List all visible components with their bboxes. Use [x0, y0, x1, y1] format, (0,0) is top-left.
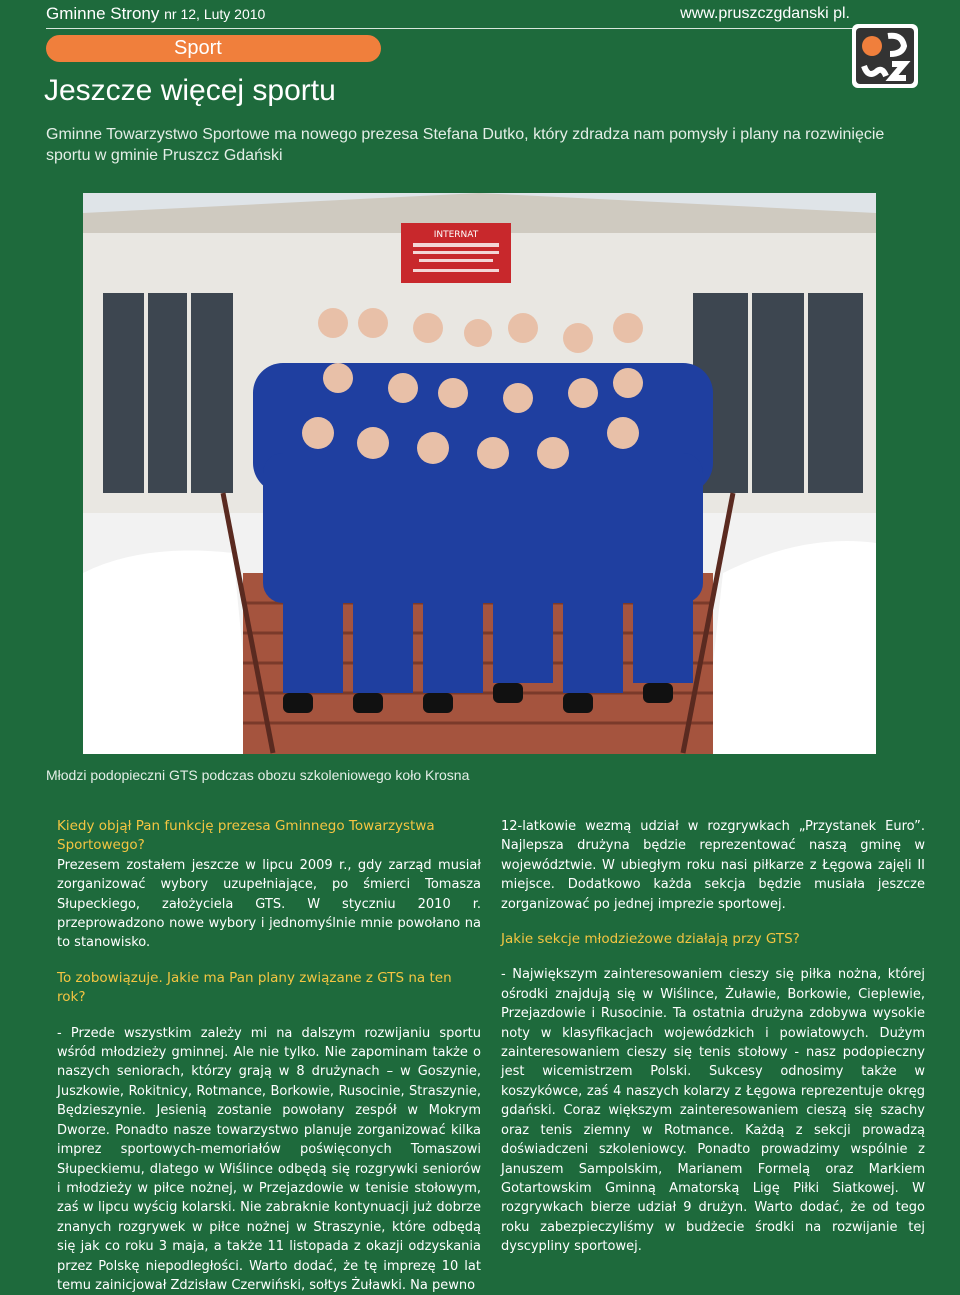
team-photo [83, 193, 876, 754]
article-title: Jeszcze więcej sportu [44, 74, 336, 107]
gmina-logo-icon [852, 24, 918, 88]
answer-2: - Przede wszystkim zależy mi na dalszym rozwijaniu sportu wśród młodzieży gminnej. Ale nie tylko. Nie zapominam także o naszych seniorach, którzy grają w 8 drużynach – w Goszynie, Juszkowie, Rokitnicy, Rotmance, Borkowie, Rusocinie, Straszynie, Będzieszynie. Jesienią zostanie powołany zespół w Mokrym Dworze. Ponadto nasze towarzystwo planuje zorganizować kilka imprez sportowych-memoriałów poświęconych Tomaszowi Słupeckiemu, dlatego w Wiślince odbędą się rozgrywki seniorów i młodzieży w piłce nożnej, w Przejazdowie w tenisie stołowym, zaś w lipcu wyścig kolarski. Nie zabraknie kontynuacji już dobrze znanych rozgrywek w piłce nożnej w Straszynie, które odbędą się jak co roku 3 maja, a także 11 listopada z okazji odzyskania przez Polskę niepodległości. Warto dodać, że tę imprezę 10 lat temu zainicjował Zdzisław Czerwiński, sołtys Żuławki. Na pewno [57, 1025, 481, 1293]
article-column-right [501, 817, 925, 1257]
issue-number: nr 12, Luty 2010 [164, 6, 266, 22]
article-column-left [57, 817, 481, 1295]
publication-name: Gminne Strony [46, 4, 160, 23]
publication-info [46, 4, 265, 24]
answer-3: - Największym zainteresowaniem cieszy się piłka nożna, której ośrodki znajdują się w Wiślince, Żuławie, Borkowie, Cieplewie, Przejazdowie i Rusocinie. Ta ostatnia drużyna zdobywa wysokie noty w klasyfikacjach wojewódzkich i powiatowych. Dużym zainteresowaniem cieszy się tenis stołowy - nasz podopieczny jest wicemistrzem Polski. Sukcesy odnosimy także w koszykówce, zaś 4 naszych kolarzy z Łęgowa reprezentuje okręg gdański. Coraz większym zainteresowaniem cieszą się szachy oraz tenis ziemny w Rotmance. Każdą z sekcji prowadzą doświadczeni szkoleniowcy. Ponadto prowadzimy wspólnie z Januszem Sampolskim, Marianem Formelą oraz Markiem Gotartowskim Gminną Amatorską Ligę Piłki Siatkowej. W rozgrywkach bierze udział 9 drużyn. Warto dodać, że od tego roku zabezpieczyliśmy w budżecie środki na rozwijanie tej dyscypliny sportowej. [501, 967, 925, 1255]
page-header [46, 4, 912, 29]
question-2: To zobowiązuje. Jakie ma Pan plany związane z GTS na ten rok? [57, 969, 452, 1006]
article-lead: Gminne Towarzystwo Sportowe ma nowego prezesa Stefana Dutko, który zdradza nam pomysły i plany na rozwinięcie sportu w gminie Pruszcz Gdański [46, 126, 885, 164]
section-label: Sport [46, 35, 381, 62]
photo-caption: Młodzi podopieczni GTS podczas obozu szkoleniowego koło Krosna [46, 767, 470, 783]
question-1: Kiedy objął Pan funkcję prezesa Gminnego Towarzystwa Sportowego? [57, 818, 435, 854]
question-3: Jakie sekcje młodzieżowe działają przy GTS? [501, 931, 800, 948]
website-link[interactable]: www.pruszczgdanski pl. [680, 5, 850, 22]
answer-1: Prezesem zostałem jeszcze w lipcu 2009 r., gdy zarząd musiał zorganizować wybory uzupełniające, po śmierci Tomasza Słupeckiego, założyciela GTS. W styczniu 2010 r. przeprowadzono nowe wybory i jednomyślnie mnie powołano na to stanowisko. [57, 857, 481, 951]
answer-2-continued: 12-latkowie wezmą udział w rozgrywkach „Przystanek Euro”. Najlepsza drużyna będzie reprezentować naszą gminę w województwie. W ubiegłym roku nasi piłkarze z Łęgowa zajęli II miejsce. Dodatkowo każda sekcja będzie musiała jeszcze zorganizować po jednej imprezie sportowej. [501, 819, 925, 912]
internat-sign-text: INTERNAT [433, 230, 479, 240]
